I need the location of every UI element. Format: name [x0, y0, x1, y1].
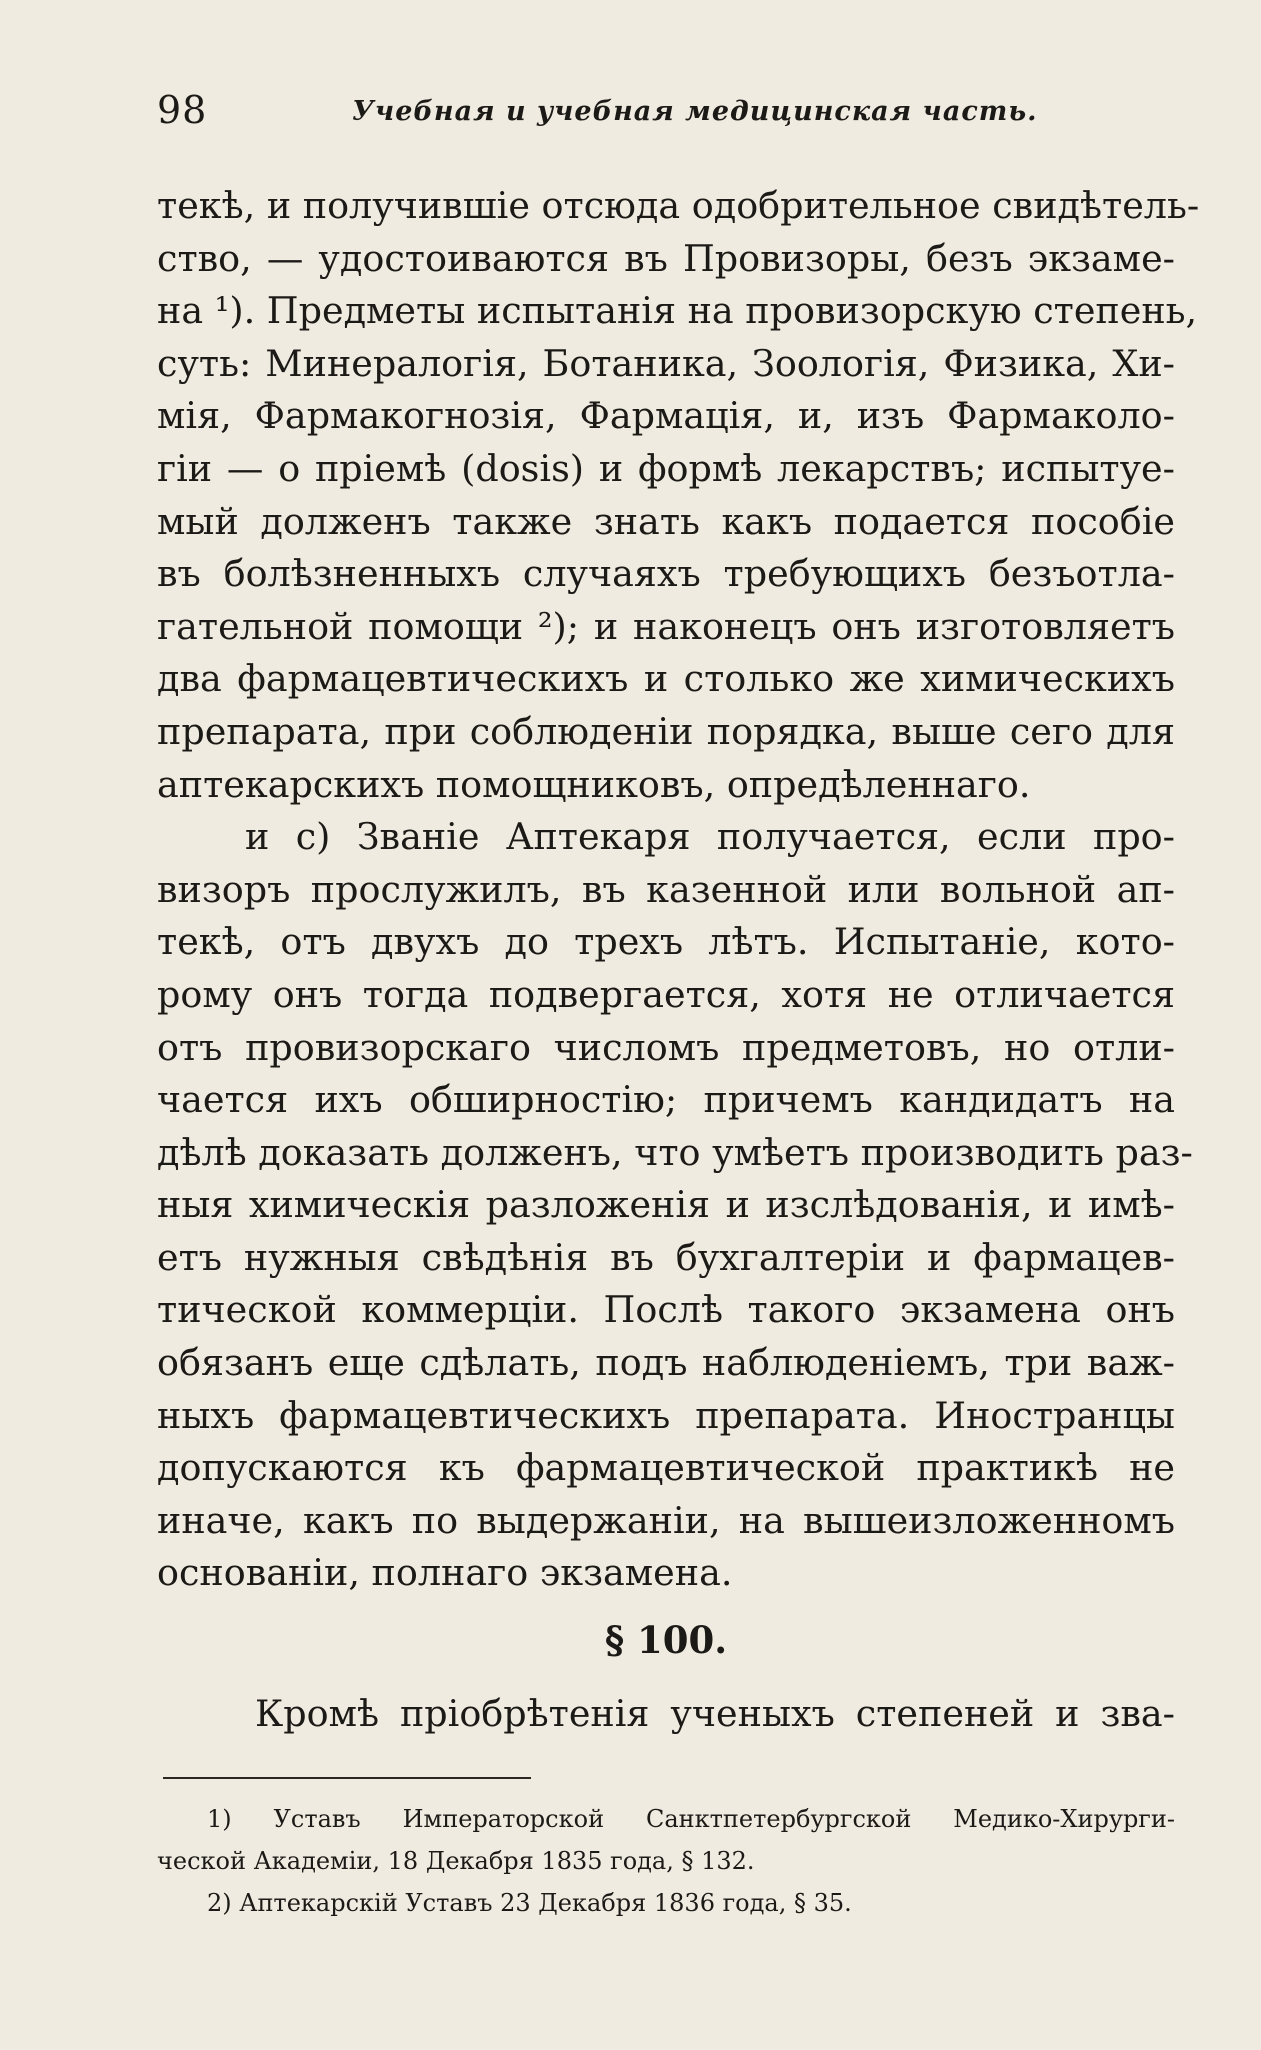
text-line: иначе, какъ по выдержаніи, на вышеизложенномъ: [157, 1498, 1175, 1542]
text-line: текѣ, и получившіе отсюда одобрительное свидѣтель-: [157, 184, 1200, 227]
text-line: текѣ, отъ двухъ до трехъ лѣтъ. Испытаніе, кото-: [157, 920, 1175, 964]
text-line: гіи — о пріемѣ (dosis) и формѣ лекарствъ; испытуе-: [157, 446, 1175, 490]
text-line: основаніи, полнаго экзамена.: [157, 1551, 733, 1595]
text-line: на ¹). Предметы испытанія на провизорскую степень,: [157, 289, 1198, 333]
text-line: въ болѣзненныхъ случаяхъ требующихъ безъотла-: [157, 552, 1175, 596]
running-head: Учебная и учебная медицинская часть.: [352, 96, 1038, 127]
text-line: рому онъ тогда подвергается, хотя не отличается: [157, 972, 1175, 1016]
text-line: етъ нужныя свѣдѣнія въ бухгалтеріи и фармацев-: [157, 1235, 1175, 1279]
text-line: допускаются къ фармацевтической практикѣ не: [157, 1446, 1175, 1490]
text-line: два фармацевтическихъ и столько же химическихъ: [157, 657, 1175, 701]
section-body: [157, 1688, 1175, 1741]
text-line: отъ провизорскаго числомъ предметовъ, но отли-: [157, 1025, 1175, 1069]
text-line: аптекарскихъ помощниковъ, опредѣленнаго.: [157, 762, 1031, 806]
text-line: дѣлѣ доказать долженъ, что умѣетъ производить раз-: [157, 1130, 1193, 1174]
text-line: препарата, при соблюденіи порядка, выше сего для: [157, 709, 1175, 753]
text-line: Кромѣ пріобрѣтенія ученыхъ степеней и зва-: [255, 1692, 1175, 1735]
text-line: суть: Минералогія, Ботаника, Зоологія, Физика, Хи-: [157, 341, 1175, 385]
footnote-line: 2) Аптекарскій Уставъ 23 Декабря 1836 года, § 35.: [207, 1889, 852, 1917]
text-line: и с) Званіе Аптекаря получается, если про-: [245, 815, 1175, 859]
text-line: обязанъ еще сдѣлать, подъ наблюденіемъ, три важ-: [157, 1341, 1175, 1385]
text-line: гательной помощи ²); и наконецъ онъ изготовляетъ: [157, 604, 1175, 648]
text-line: мія, Фармакогнозія, Фармація, и, изъ Фармаколо-: [157, 394, 1175, 438]
page-number: 98: [157, 88, 208, 132]
text-line: мый долженъ также знать какъ подается пособіе: [157, 499, 1175, 543]
footnote-line: ческой Академіи, 18 Декабря 1835 года, § 132.: [157, 1847, 755, 1875]
text-line: ство, — удостоиваются въ Провизоры, безъ экзаме-: [157, 236, 1175, 280]
text-line: тической коммерціи. Послѣ такого экзамена онъ: [157, 1288, 1175, 1332]
page-header: [157, 88, 1157, 148]
text-line: визоръ прослужилъ, въ казенной или вольной ап-: [157, 867, 1175, 911]
footnotes: [157, 1798, 1175, 1924]
text-line: чается ихъ обширностію; причемъ кандидатъ на: [157, 1078, 1175, 1122]
text-line: ныя химическія разложенія и изслѣдованія, и имѣ-: [157, 1183, 1175, 1227]
section-heading: § 100.: [604, 1618, 728, 1662]
body-text: [157, 180, 1200, 1600]
footnote-line: 1) Уставъ Императорской Санктпетербургской Медико-Хирурги-: [207, 1805, 1175, 1833]
text-line: ныхъ фармацевтическихъ препарата. Иностранцы: [157, 1393, 1175, 1437]
footnote-rule: [163, 1777, 531, 1779]
